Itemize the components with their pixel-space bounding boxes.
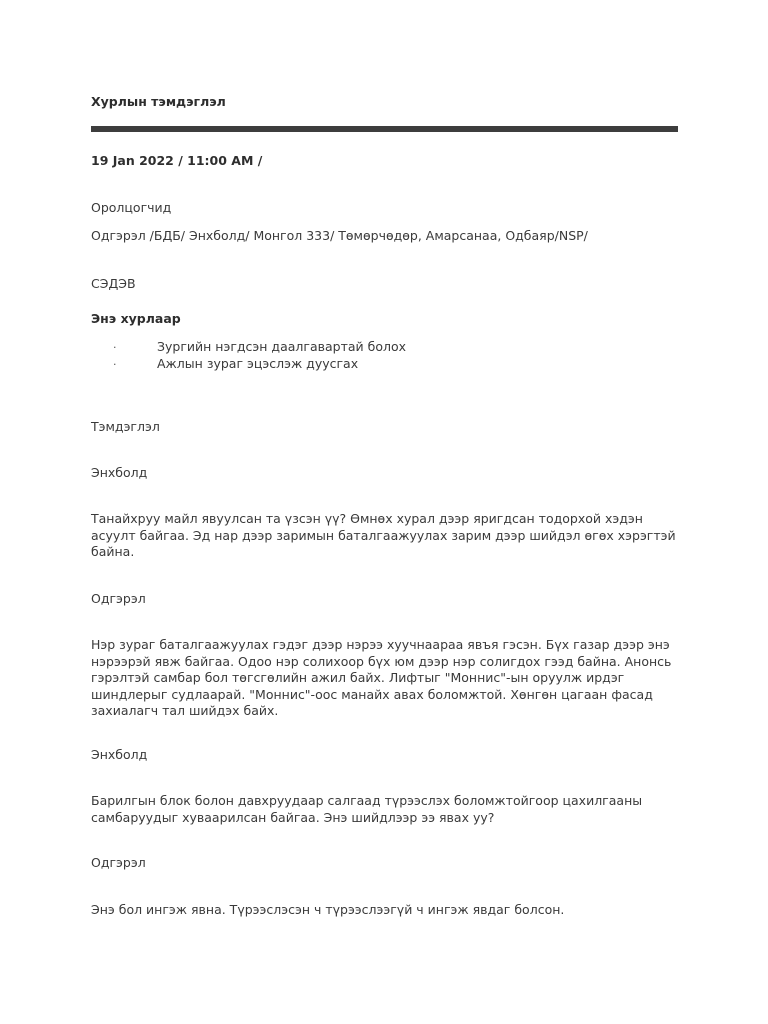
agenda-list xyxy=(113,339,406,372)
document-title: Хурлын тэмдэглэл xyxy=(91,94,226,109)
title-divider xyxy=(91,126,678,132)
notes-label: Тэмдэглэл xyxy=(91,419,160,434)
list-item xyxy=(113,356,406,373)
agenda-heading: Энэ хурлаар xyxy=(91,311,181,326)
speaker-statement: Энэ бол ингэж явна. Түрээслэсэн ч түрээслээгүй ч ингэж явдаг болсон. xyxy=(91,902,565,917)
speaker-name: Одгэрэл xyxy=(91,591,146,606)
meeting-datetime: 19 Jan 2022 / 11:00 AM / xyxy=(91,153,263,168)
bullet-icon: · xyxy=(113,357,117,371)
agenda-item-text: Зургийн нэгдсэн даалгавартай болох xyxy=(157,339,406,354)
speaker-statement: Нэр зураг баталгаажуулах гэдэг дээр нэрээ хуучнаараа явъя гэсэн. Бүх газар дээр энэ нэрээрэй явж байгаа. Одоо нэр солихоор бүх юм дээр нэр солигдох гээд байна. Анонсь гэрэлтэй самбар бол төгсгөлийн ажил байх. Лифтыг "Моннис"-ын оруулж ирдэг шиндлерыг судлаарай. "Моннис"-оос манайх авах боломжтой. Хөнгөн цагаан фасад захиалагч тал шийдэх байх. xyxy=(91,637,672,718)
speaker-name: Энхболд xyxy=(91,747,148,762)
speaker-statement: Танайхруу майл явуулсан та үзсэн үү? Өмнөх хурал дээр яригдсан тодорхой хэдэн асуулт байгаа. Эд нар дээр заримын баталгаажуулах зарим дээр шийдэл өгөх хэрэгтэй байна. xyxy=(91,511,676,559)
topic-label: СЭДЭВ xyxy=(91,276,136,291)
speaker-name: Одгэрэл xyxy=(91,855,146,870)
agenda-item-text: Ажлын зураг эцэслэж дуусгах xyxy=(157,355,359,371)
participants-label: Оролцогчид xyxy=(91,200,172,215)
participants-list: Одгэрэл /БДБ/ Энхболд/ Монгол 333/ Төмөрчөдөр, Амарсанаа, Одбаяр/NSP/ xyxy=(91,228,588,243)
speaker-name: Энхболд xyxy=(91,465,148,480)
speaker-statement: Барилгын блок болон давхруудаар салгаад түрээслэх боломжтойгоор цахилгааны самбаруудыг хуваарилсан байгаа. Энэ шийдлээр ээ явах уу? xyxy=(91,793,643,825)
bullet-icon: · xyxy=(113,341,117,354)
list-item xyxy=(113,339,406,356)
